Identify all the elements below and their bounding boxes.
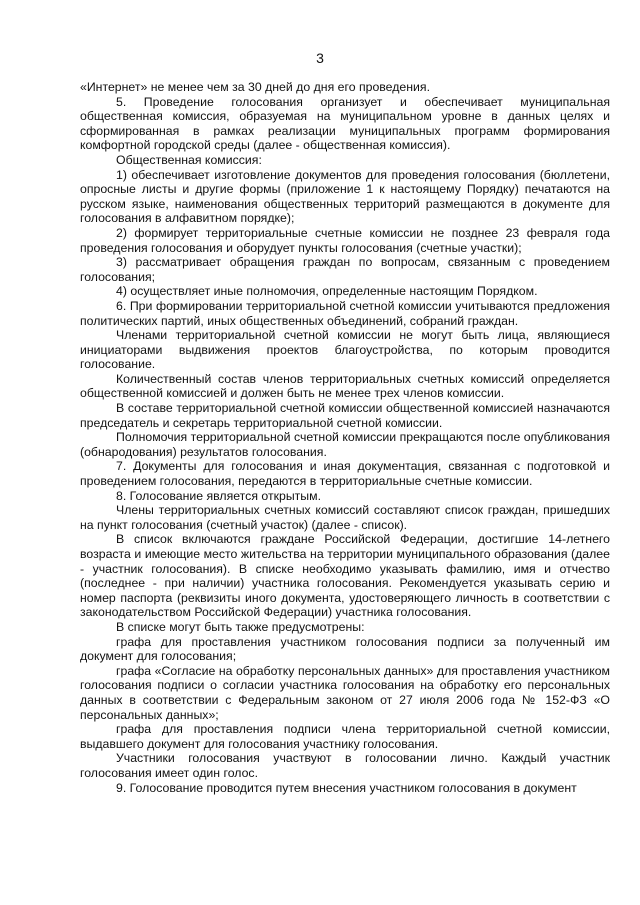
paragraph: Количественный состав членов территориальных счетных комиссий определяется общественной комиссией и должен быть не менее трех членов комиссии.	[80, 371, 610, 401]
page-number: 3	[316, 50, 324, 66]
paragraph: 5. Проведение голосования организует и обеспечивает муниципальная общественная комиссия, образуемая на муниципальном уровне в данных целях и сформированная в рамках реализации муниципальных программ формирования комфортной городской среды (далее - общественная комиссия).	[80, 94, 610, 153]
paragraph: В списке могут быть также предусмотрены:	[116, 619, 365, 634]
paragraph: 4) осуществляет иные полномочия, определенные настоящим Порядком.	[116, 284, 538, 299]
paragraph: графа «Согласие на обработку персональных данных» для проставления участником голосования подписи о согласии участника голосования на обработку его персональных данных в соответствии с Федеральным законом от 27 июля 2006 года № 152-ФЗ «О персональных данных»;	[80, 663, 610, 722]
paragraph: 1) обеспечивает изготовление документов для проведения голосования (бюллетени, опросные листы и другие формы (приложение 1 к настоящему Порядку) печатаются на русском языке, наименования общественных территорий размещаются в документе для голосования в алфавитном порядке);	[80, 167, 610, 226]
paragraph: 2) формирует территориальные счетные комиссии не позднее 23 февраля года проведения голосования и оборудует пункты голосования (счетные участки);	[80, 225, 610, 255]
paragraph: В составе территориальной счетной комиссии общественной комиссией назначаются председатель и секретарь территориальной счетной комиссии.	[80, 401, 610, 430]
paragraph: 7. Документы для голосования и иная документация, связанная с подготовкой и проведением голосования, передаются в территориальные счетные комиссии.	[80, 459, 610, 489]
paragraph: Членами территориальной счетной комиссии не могут быть лица, являющиеся инициаторами выдвижения проектов благоустройства, по которым проводится голосование.	[80, 328, 610, 372]
paragraph: 6. При формировании территориальной счетной комиссии учитываются предложения политических партий, иных общественных объединений, собраний граждан.	[80, 298, 610, 328]
paragraph: 8. Голосование является открытым.	[116, 488, 321, 503]
paragraph: В список включаются граждане Российской Федерации, достигшие 14-летнего возраста и имеющие место жительства на территории муниципального образования (далее - участник голосования). В списке необходимо указывать фамилию, имя и отчество (последнее - при наличии) участника голосования. Рекомендуется указывать серию и номер паспорта (реквизиты иного документа, удостоверяющего личность в соответствии с законодательством Российской Федерации) участника голосования.	[80, 532, 610, 620]
paragraph: Полномочия территориальной счетной комиссии прекращаются после опубликования (обнародования) результатов голосования.	[80, 430, 610, 459]
paragraph: «Интернет» не менее чем за 30 дней до дня его проведения.	[80, 80, 430, 94]
paragraph: 9. Голосование проводится путем внесения участником голосования в документ	[116, 780, 577, 795]
paragraph: графа для проставления участником голосования подписи за полученный им документ для голосования;	[80, 634, 610, 664]
paragraph: Члены территориальных счетных комиссий составляют список граждан, пришедших на пункт голосования (счетный участок) (далее - список).	[80, 503, 610, 532]
paragraph: Общественная комиссия:	[116, 152, 262, 167]
paragraph: 3) рассматривает обращения граждан по вопросам, связанным с проведением голосования;	[80, 255, 610, 284]
document-body	[80, 80, 610, 795]
paragraph: Участники голосования участвуют в голосовании лично. Каждый участник голосования имеет один голос.	[80, 751, 610, 780]
paragraph: графа для проставления подписи члена территориальной счетной комиссии, выдавшего документ для голосования участнику голосования.	[80, 722, 610, 751]
